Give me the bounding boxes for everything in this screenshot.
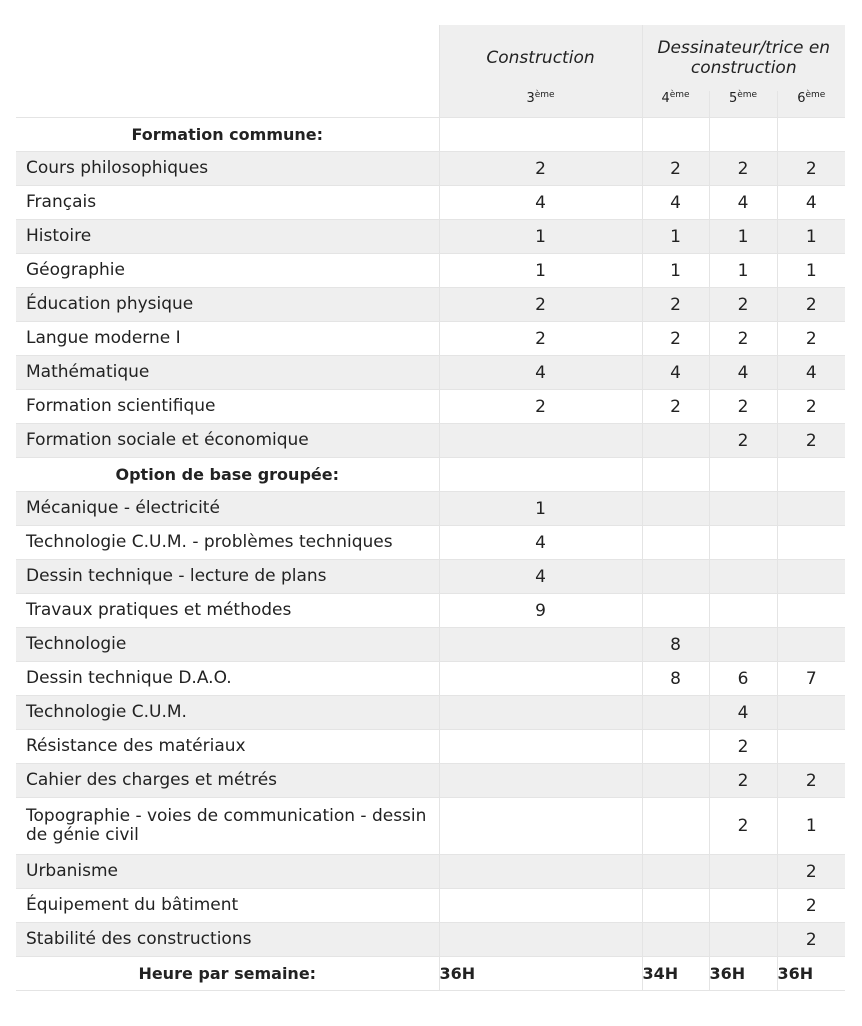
hours-cell: 2	[709, 152, 777, 186]
hours-cell: 4	[709, 186, 777, 220]
year-suffix: ème	[669, 90, 690, 100]
hours-cell	[777, 458, 845, 492]
hours-cell	[709, 628, 777, 662]
year-6	[777, 91, 845, 118]
hours-cell: 2	[777, 322, 845, 356]
subject-row	[16, 730, 845, 764]
subject-row	[16, 288, 845, 322]
section-label: Formation commune:	[16, 118, 439, 152]
header-dessinateur: Dessinateur/trice en construction	[642, 25, 845, 91]
hours-cell	[642, 798, 709, 855]
hours-cell	[777, 560, 845, 594]
hours-cell: 2	[709, 798, 777, 855]
hours-cell	[709, 526, 777, 560]
hours-cell	[709, 889, 777, 923]
hours-cell	[642, 730, 709, 764]
hours-cell	[439, 696, 642, 730]
total-row	[16, 957, 845, 991]
hours-cell: 4	[709, 696, 777, 730]
hours-cell	[642, 855, 709, 889]
subject-row	[16, 390, 845, 424]
hours-cell: 1	[709, 254, 777, 288]
subject-row	[16, 152, 845, 186]
hours-cell: 4	[439, 560, 642, 594]
hours-cell	[642, 526, 709, 560]
hours-cell	[777, 696, 845, 730]
subject-label: Équipement du bâtiment	[16, 889, 439, 923]
hours-cell: 2	[439, 390, 642, 424]
year-5	[709, 91, 777, 118]
header-blank-cell	[16, 25, 439, 91]
subject-row	[16, 798, 845, 855]
year-suffix: ème	[737, 90, 758, 100]
hours-cell	[642, 594, 709, 628]
subject-row	[16, 526, 845, 560]
subject-row	[16, 322, 845, 356]
hours-cell	[709, 118, 777, 152]
hours-cell	[439, 118, 642, 152]
hours-cell: 7	[777, 662, 845, 696]
subject-label: Formation sociale et économique	[16, 424, 439, 458]
subject-label: Urbanisme	[16, 855, 439, 889]
hours-cell	[709, 855, 777, 889]
hours-cell: 1	[709, 220, 777, 254]
subject-row	[16, 696, 845, 730]
hours-cell: 1	[642, 254, 709, 288]
year-blank-cell	[16, 91, 439, 118]
total-value: 36H	[709, 957, 777, 991]
section-label: Option de base groupée:	[16, 458, 439, 492]
hours-cell	[439, 628, 642, 662]
hours-cell: 9	[439, 594, 642, 628]
subject-row	[16, 492, 845, 526]
hours-cell	[642, 492, 709, 526]
subject-row	[16, 186, 845, 220]
hours-cell: 2	[777, 923, 845, 957]
subject-row	[16, 628, 845, 662]
hours-cell	[642, 889, 709, 923]
hours-cell: 2	[777, 424, 845, 458]
hours-cell	[642, 458, 709, 492]
subject-label: Résistance des matériaux	[16, 730, 439, 764]
hours-cell	[709, 458, 777, 492]
hours-cell	[439, 662, 642, 696]
hours-cell: 2	[709, 322, 777, 356]
hours-cell: 2	[709, 730, 777, 764]
hours-cell: 1	[439, 220, 642, 254]
subject-row	[16, 662, 845, 696]
subject-row	[16, 560, 845, 594]
subject-label: Technologie C.U.M.	[16, 696, 439, 730]
hours-cell: 2	[439, 322, 642, 356]
hours-cell	[777, 730, 845, 764]
hours-cell	[642, 118, 709, 152]
hours-cell	[777, 118, 845, 152]
hours-cell	[709, 594, 777, 628]
subject-label: Géographie	[16, 254, 439, 288]
hours-cell	[642, 560, 709, 594]
hours-cell: 8	[642, 662, 709, 696]
course-hours-table	[16, 25, 845, 991]
hours-cell	[777, 492, 845, 526]
hours-cell: 2	[642, 152, 709, 186]
total-value: 36H	[439, 957, 642, 991]
hours-cell	[439, 855, 642, 889]
hours-cell: 2	[709, 390, 777, 424]
hours-cell: 2	[642, 322, 709, 356]
year-number: 4	[661, 91, 670, 106]
hours-cell: 2	[642, 390, 709, 424]
subject-label: Français	[16, 186, 439, 220]
hours-cell: 1	[439, 254, 642, 288]
subject-row	[16, 220, 845, 254]
hours-cell: 4	[642, 356, 709, 390]
hours-cell: 1	[777, 220, 845, 254]
subject-label: Langue moderne I	[16, 322, 439, 356]
hours-cell: 2	[777, 152, 845, 186]
hours-cell: 6	[709, 662, 777, 696]
hours-cell	[777, 628, 845, 662]
hours-cell: 1	[439, 492, 642, 526]
subject-label: Mécanique - électricité	[16, 492, 439, 526]
hours-cell: 4	[642, 186, 709, 220]
year-suffix: ème	[805, 90, 826, 100]
hours-cell	[439, 458, 642, 492]
section-header-row	[16, 458, 845, 492]
hours-cell: 2	[709, 764, 777, 798]
hours-cell: 2	[777, 889, 845, 923]
hours-cell: 4	[777, 186, 845, 220]
hours-cell: 4	[439, 356, 642, 390]
hours-cell: 4	[439, 186, 642, 220]
hours-cell	[439, 798, 642, 855]
section-header-row	[16, 118, 845, 152]
subject-label: Stabilité des constructions	[16, 923, 439, 957]
hours-cell: 4	[439, 526, 642, 560]
subject-label: Dessin technique - lecture de plans	[16, 560, 439, 594]
hours-cell	[777, 594, 845, 628]
subject-row	[16, 889, 845, 923]
subject-row	[16, 424, 845, 458]
hours-cell: 2	[709, 424, 777, 458]
subject-row	[16, 764, 845, 798]
year-4	[642, 91, 709, 118]
hours-cell: 2	[777, 390, 845, 424]
hours-cell: 8	[642, 628, 709, 662]
year-number: 6	[797, 91, 806, 106]
subject-row	[16, 923, 845, 957]
hours-cell	[439, 730, 642, 764]
hours-cell	[642, 923, 709, 957]
subject-label: Éducation physique	[16, 288, 439, 322]
hours-cell: 2	[642, 288, 709, 322]
total-value: 36H	[777, 957, 845, 991]
hours-cell	[642, 696, 709, 730]
hours-cell	[777, 526, 845, 560]
subject-label: Technologie	[16, 628, 439, 662]
subject-row	[16, 356, 845, 390]
subject-label: Histoire	[16, 220, 439, 254]
hours-cell: 2	[709, 288, 777, 322]
hours-cell	[642, 764, 709, 798]
subject-label: Cours philosophiques	[16, 152, 439, 186]
subject-label: Cahier des charges et métrés	[16, 764, 439, 798]
header-construction: Construction	[439, 25, 642, 91]
subject-label: Technologie C.U.M. - problèmes techniques	[16, 526, 439, 560]
year-row	[16, 91, 845, 118]
hours-cell: 1	[642, 220, 709, 254]
hours-cell	[439, 923, 642, 957]
hours-cell: 2	[439, 152, 642, 186]
hours-cell	[439, 764, 642, 798]
subject-label: Formation scientifique	[16, 390, 439, 424]
hours-cell: 4	[709, 356, 777, 390]
hours-cell: 1	[777, 798, 845, 855]
hours-cell	[709, 492, 777, 526]
year-3	[439, 91, 642, 118]
subject-label: Topographie - voies de communication - dessin de génie civil	[16, 798, 439, 855]
hours-cell	[709, 923, 777, 957]
hours-cell	[439, 889, 642, 923]
year-number: 3	[526, 91, 535, 106]
hours-cell: 2	[777, 764, 845, 798]
subject-label: Dessin technique D.A.O.	[16, 662, 439, 696]
total-value: 34H	[642, 957, 709, 991]
subject-label: Travaux pratiques et méthodes	[16, 594, 439, 628]
hours-cell	[709, 560, 777, 594]
hours-cell	[642, 424, 709, 458]
subject-row	[16, 594, 845, 628]
subject-row	[16, 254, 845, 288]
hours-cell: 1	[777, 254, 845, 288]
hours-cell: 2	[439, 288, 642, 322]
hours-cell: 2	[777, 288, 845, 322]
hours-cell: 2	[777, 855, 845, 889]
total-label: Heure par semaine:	[16, 957, 439, 991]
hours-cell	[439, 424, 642, 458]
hours-cell: 4	[777, 356, 845, 390]
subject-label: Mathématique	[16, 356, 439, 390]
header-row	[16, 25, 845, 91]
year-number: 5	[728, 91, 738, 106]
year-suffix: ème	[534, 90, 555, 100]
subject-row	[16, 855, 845, 889]
